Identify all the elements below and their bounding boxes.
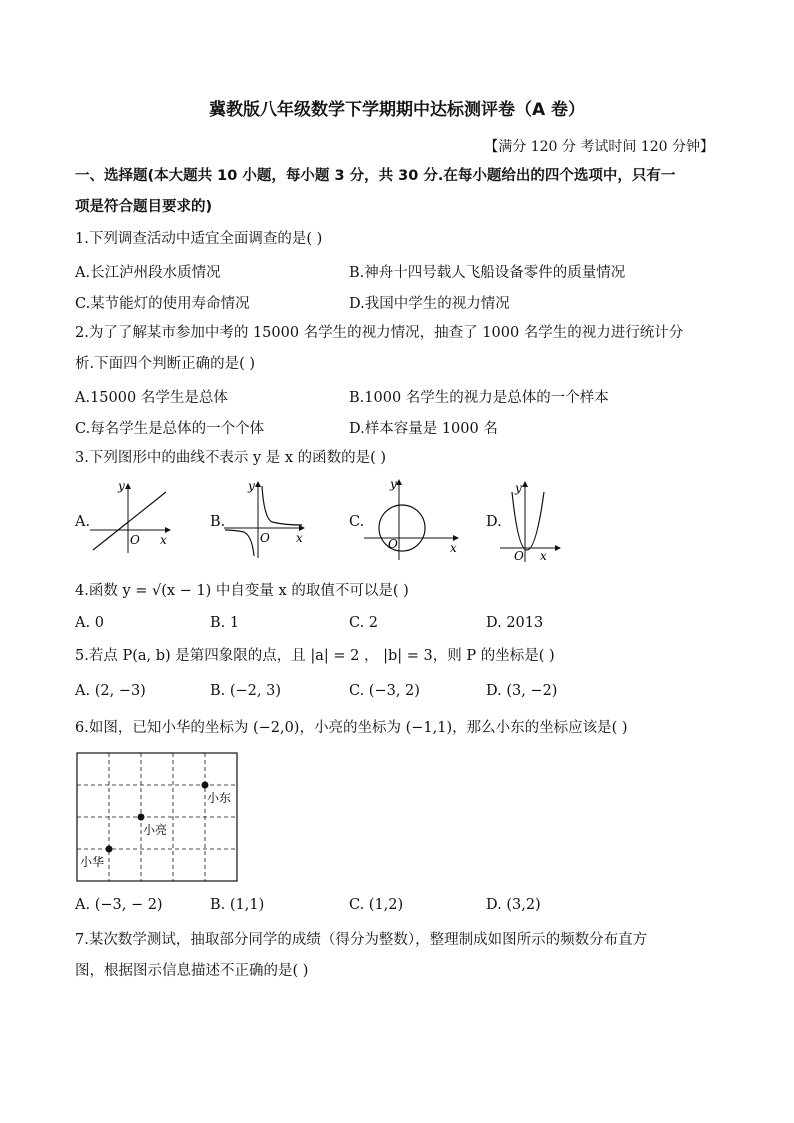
q4-option-a[interactable]: A. 0 (75, 615, 104, 631)
q3a-y-label: y (118, 479, 125, 493)
q3c-y-label: y (390, 477, 397, 491)
q3-graph-c (362, 476, 462, 562)
q2-stem-line1: 2.为了了解某市参加中考的 15000 名学生的视力情况，抽查了 1000 名学生的视力进行统计分 (75, 325, 684, 341)
q4-option-c[interactable]: C. 2 (349, 615, 379, 631)
q3c-origin: O (388, 537, 398, 551)
q3-graph-d (498, 478, 568, 564)
exam-meta: 【满分 120 分 考试时间 120 分钟】 (484, 139, 714, 155)
q4-option-b[interactable]: B. 1 (210, 615, 240, 631)
q3-graph-b (222, 478, 312, 560)
q4-stem: 4.函数 y = √(x − 1) 中自变量 x 的取值不可以是( ) (75, 583, 409, 599)
q3-graph-a (88, 478, 178, 558)
q2-option-a[interactable]: A.15000 名学生是总体 (75, 390, 228, 406)
page-title: 冀教版八年级数学下学期期中达标测评卷（A 卷） (208, 100, 586, 120)
q6-stem: 6.如图，已知小华的坐标为 (−2,0)，小亮的坐标为 (−1,1)，那么小东的坐标应该是( ) (75, 720, 628, 736)
q4-option-d[interactable]: D. 2013 (486, 615, 544, 631)
section-heading-line2: 项是符合题目要求的) (75, 199, 213, 215)
q3d-x-label: x (540, 549, 547, 563)
q1-option-d[interactable]: D.我国中学生的视力情况 (349, 296, 510, 312)
point-xiaodong (202, 782, 209, 789)
point-xiaoliang (138, 814, 145, 821)
q1-option-b[interactable]: B.神舟十四号载人飞船设备零件的质量情况 (349, 265, 626, 281)
q3-option-d-label[interactable]: D. (486, 514, 502, 530)
q6-option-b[interactable]: B. (1,1) (210, 897, 265, 913)
q2-option-c[interactable]: C.每名学生是总体的一个个体 (75, 421, 265, 437)
q5-option-a[interactable]: A. (2, −3) (75, 683, 146, 699)
q5-stem: 5.若点 P(a, b) 是第四象限的点，且 |a| = 2 ， |b| = 3，则 P 的坐标是( ) (75, 648, 555, 664)
q7-stem-line2: 图，根据图示信息描述不正确的是( ) (75, 963, 309, 979)
q3b-x-label: x (296, 531, 303, 545)
q3d-y-label: y (515, 481, 522, 495)
label-xiaodong: 小东 (207, 791, 232, 805)
label-xiaoliang: 小亮 (143, 823, 168, 837)
q2-option-b[interactable]: B.1000 名学生的视力是总体的一个样本 (349, 390, 609, 406)
q3b-y-label: y (248, 479, 255, 493)
q6-option-d[interactable]: D. (3,2) (486, 897, 541, 913)
q5-option-c[interactable]: C. (−3, 2) (349, 683, 420, 699)
q6-grid-figure (76, 752, 242, 884)
q5-option-d[interactable]: D. (3, −2) (486, 683, 558, 699)
q1-stem: 1.下列调查活动中适宜全面调查的是( ) (75, 231, 323, 247)
q3d-origin: O (514, 549, 524, 563)
section-heading-line1: 一、选择题(本大题共 10 小题，每小题 3 分，共 30 分.在每小题给出的四个选项中，只有一 (75, 168, 676, 184)
q3-option-b-label[interactable]: B. (210, 514, 226, 530)
q7-stem-line1: 7.某次数学测试，抽取部分同学的成绩（得分为整数），整理制成如图所示的频数分布直方 (75, 932, 648, 948)
point-xiaohua (106, 846, 113, 853)
q2-option-d[interactable]: D.样本容量是 1000 名 (349, 421, 498, 437)
q3b-origin: O (260, 531, 270, 545)
q3c-x-label: x (450, 541, 457, 555)
q2-stem-line2: 析.下面四个判断正确的是( ) (75, 356, 256, 372)
q3-stem: 3.下列图形中的曲线不表示 y 是 x 的函数的是( ) (75, 450, 387, 466)
q3a-x-label: x (160, 533, 167, 547)
label-xiaohua: 小华 (80, 855, 105, 869)
q3-option-c-label[interactable]: C. (349, 514, 365, 530)
q3-option-a-label[interactable]: A. (75, 514, 91, 530)
q6-option-a[interactable]: A. (−3, − 2) (75, 897, 163, 913)
q3a-origin: O (130, 533, 140, 547)
q1-option-a[interactable]: A.长江泸州段水质情况 (75, 265, 221, 281)
q6-option-c[interactable]: C. (1,2) (349, 897, 404, 913)
q5-option-b[interactable]: B. (−2, 3) (210, 683, 282, 699)
q1-option-c[interactable]: C.某节能灯的使用寿命情况 (75, 296, 250, 312)
